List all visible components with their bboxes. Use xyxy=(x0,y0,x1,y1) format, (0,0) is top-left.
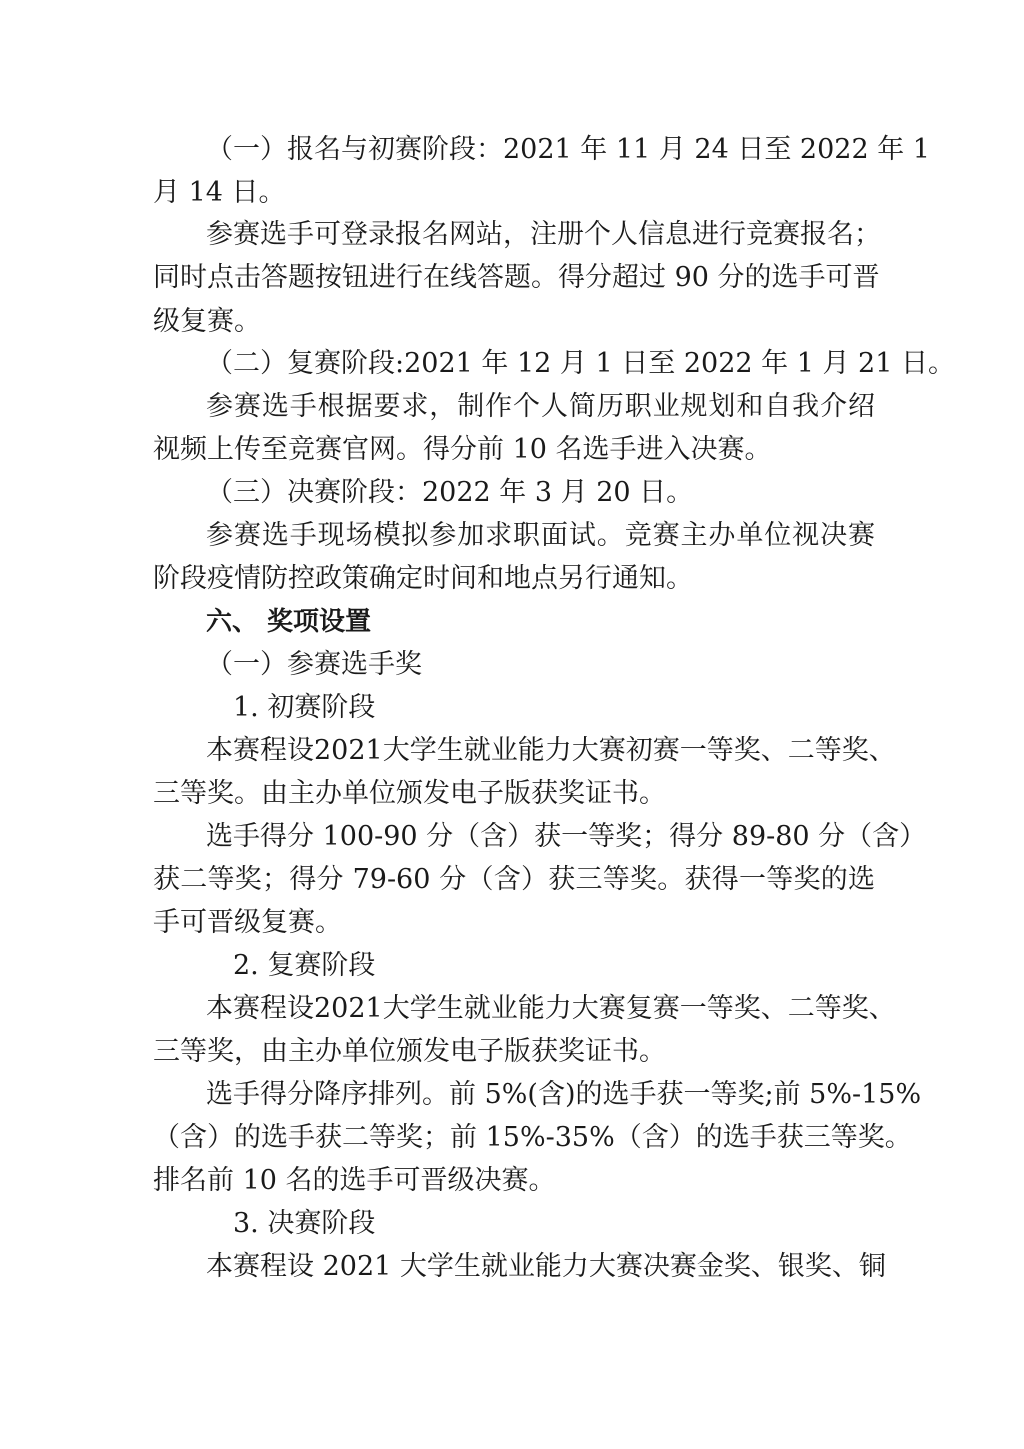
text-line: 手可晋级复赛。 xyxy=(153,907,342,938)
text-line: （含）的选手获二等奖；前 15%-35%（含）的选手获三等奖。 xyxy=(153,1122,912,1153)
text-line: （三）决赛阶段：2022 年 3 月 20 日。 xyxy=(206,477,694,508)
text-line: 同时点击答题按钮进行在线答题。得分超过 90 分的选手可晋 xyxy=(153,262,880,293)
text-line: 参赛选手现场模拟参加求职面试。竞赛主办单位视决赛 xyxy=(206,520,875,551)
stage-title: 3. 决赛阶段 xyxy=(233,1208,376,1239)
stage-title: 1. 初赛阶段 xyxy=(233,692,376,723)
text-line: 视频上传至竞赛官网。得分前 10 名选手进入决赛。 xyxy=(153,434,772,465)
subsection-heading: （一）参赛选手奖 xyxy=(206,649,422,680)
text-line: 参赛选手可登录报名网站，注册个人信息进行竞赛报名； xyxy=(206,219,881,250)
text-line: 本赛程设2021大学生就业能力大赛初赛一等奖、二等奖、 xyxy=(206,735,896,766)
text-line: 选手得分 100-90 分（含）获一等奖；得分 89-80 分（含） xyxy=(206,821,927,852)
text-line: 选手得分降序排列。前 5%(含)的选手获一等奖;前 5%-15% xyxy=(206,1079,922,1110)
text-line: 三等奖，由主办单位颁发电子版获奖证书。 xyxy=(153,1036,666,1067)
text-line: 参赛选手根据要求，制作个人简历职业规划和自我介绍 xyxy=(206,391,875,422)
text-line: 月 14 日。 xyxy=(153,177,286,208)
text-line: 本赛程设2021大学生就业能力大赛复赛一等奖、二等奖、 xyxy=(206,993,896,1024)
text-line: （一）报名与初赛阶段：2021 年 11 月 24 日至 2022 年 1 xyxy=(206,134,930,165)
text-line: 阶段疫情防控政策确定时间和地点另行通知。 xyxy=(153,563,693,594)
text-line: 三等奖。由主办单位颁发电子版获奖证书。 xyxy=(153,778,666,809)
text-line: 获二等奖；得分 79-60 分（含）获三等奖。获得一等奖的选 xyxy=(153,864,875,895)
stage-title: 2. 复赛阶段 xyxy=(233,950,376,981)
text-line: 级复赛。 xyxy=(153,306,261,337)
text-line: 排名前 10 名的选手可晋级决赛。 xyxy=(153,1165,556,1196)
section-heading: 六、 奖项设置 xyxy=(206,607,372,637)
text-line: 本赛程设 2021 大学生就业能力大赛决赛金奖、银奖、铜 xyxy=(206,1251,886,1282)
text-line: （二）复赛阶段:2021 年 12 月 1 日至 2022 年 1 月 21 日。 xyxy=(206,348,955,379)
